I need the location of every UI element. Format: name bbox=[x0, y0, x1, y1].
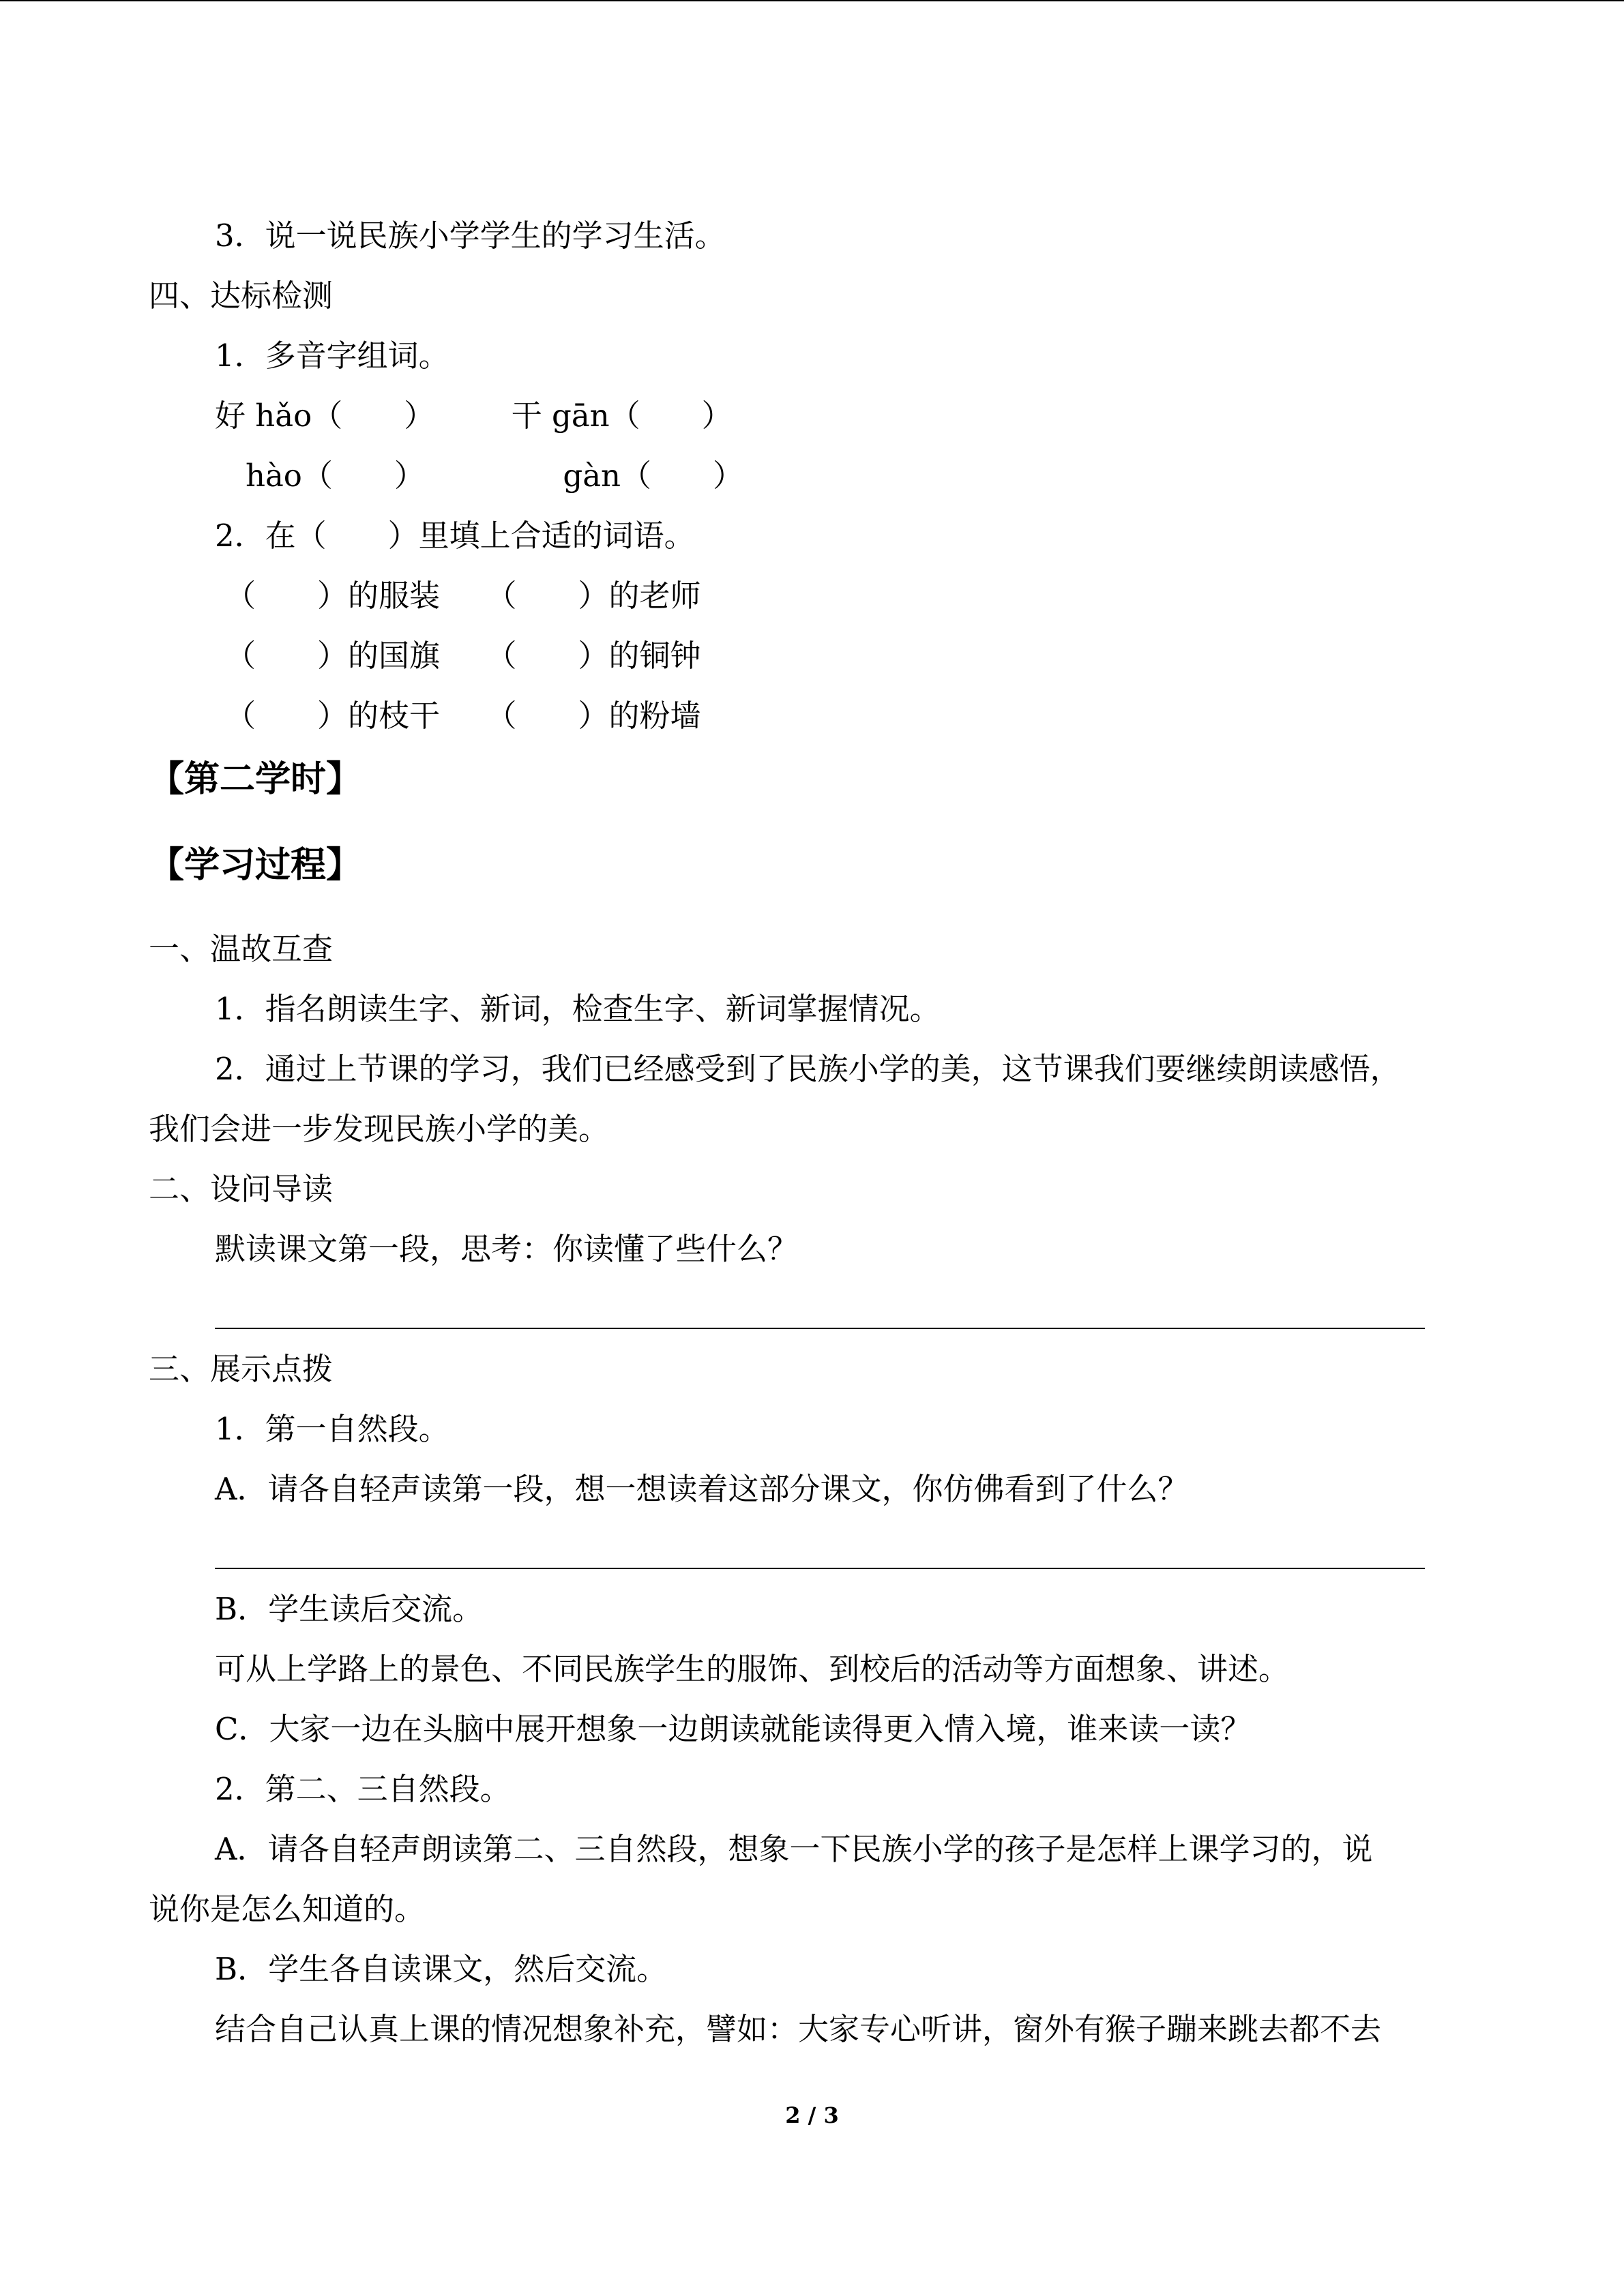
text-line: 说你是怎么知道的。 bbox=[149, 1891, 426, 1927]
fill-blank-line: （ ）的枝干 （ ）的粉墙 bbox=[225, 698, 701, 734]
text-line: A．请各自轻声朗读第二、三自然段，想象一下民族小学的孩子是怎样上课学习的，说 bbox=[215, 1831, 1373, 1867]
text-line: 默读课文第一段，思考：你读懂了些什么？ bbox=[215, 1231, 799, 1267]
polyphone-line: hào（ ） gàn（ ） bbox=[246, 458, 744, 494]
section-heading: 二、设问导读 bbox=[149, 1171, 334, 1207]
fill-blank-line: （ ）的服装 （ ）的老师 bbox=[225, 578, 701, 614]
answer-line[interactable] bbox=[215, 1328, 1425, 1329]
fill-blank-line: （ ）的国旗 （ ）的铜钟 bbox=[225, 638, 701, 674]
section-heading: 三、展示点拨 bbox=[149, 1351, 334, 1387]
page-top-border bbox=[0, 0, 1624, 1]
text-line: 3．说一说民族小学学生的学习生活。 bbox=[215, 218, 726, 254]
section-heading: 四、达标检测 bbox=[149, 278, 334, 314]
text-line: 我们会进一步发现民族小学的美。 bbox=[149, 1111, 610, 1147]
text-line: 2．第二、三自然段。 bbox=[215, 1771, 511, 1807]
page-number: 2 / 3 bbox=[785, 2102, 839, 2128]
text-line: C．大家一边在头脑中展开想象一边朗读就能读得更入情入境，谁来读一读？ bbox=[215, 1711, 1252, 1747]
text-line: 1．多音字组词。 bbox=[215, 338, 449, 374]
process-heading: 【学习过程】 bbox=[149, 844, 362, 886]
text-line: B．学生各自读课文，然后交流。 bbox=[215, 1951, 668, 1987]
lesson-heading: 【第二学时】 bbox=[149, 758, 362, 800]
text-line: B．学生读后交流。 bbox=[215, 1591, 484, 1627]
text-line: 2．在（ ）里填上合适的词语。 bbox=[215, 518, 695, 554]
polyphone-line: 好 hǎo（ ） 干 gān（ ） bbox=[215, 398, 733, 434]
section-heading: 一、温故互查 bbox=[149, 931, 334, 967]
text-line: 可从上学路上的景色、不同民族学生的服饰、到校后的活动等方面想象、讲述。 bbox=[215, 1651, 1290, 1687]
text-line: 结合自己认真上课的情况想象补充，譬如：大家专心听讲，窗外有猴子蹦来跳去都不去 bbox=[215, 2011, 1382, 2047]
text-line: 1．第一自然段。 bbox=[215, 1411, 449, 1447]
text-line: 2．通过上节课的学习，我们已经感受到了民族小学的美，这节课我们要继续朗读感悟， bbox=[215, 1051, 1401, 1087]
text-line: A．请各自轻声读第一段，想一想读着这部分课文，你仿佛看到了什么？ bbox=[215, 1471, 1189, 1507]
text-line: 1．指名朗读生字、新词，检查生字、新词掌握情况。 bbox=[215, 991, 941, 1027]
answer-line[interactable] bbox=[215, 1568, 1425, 1569]
